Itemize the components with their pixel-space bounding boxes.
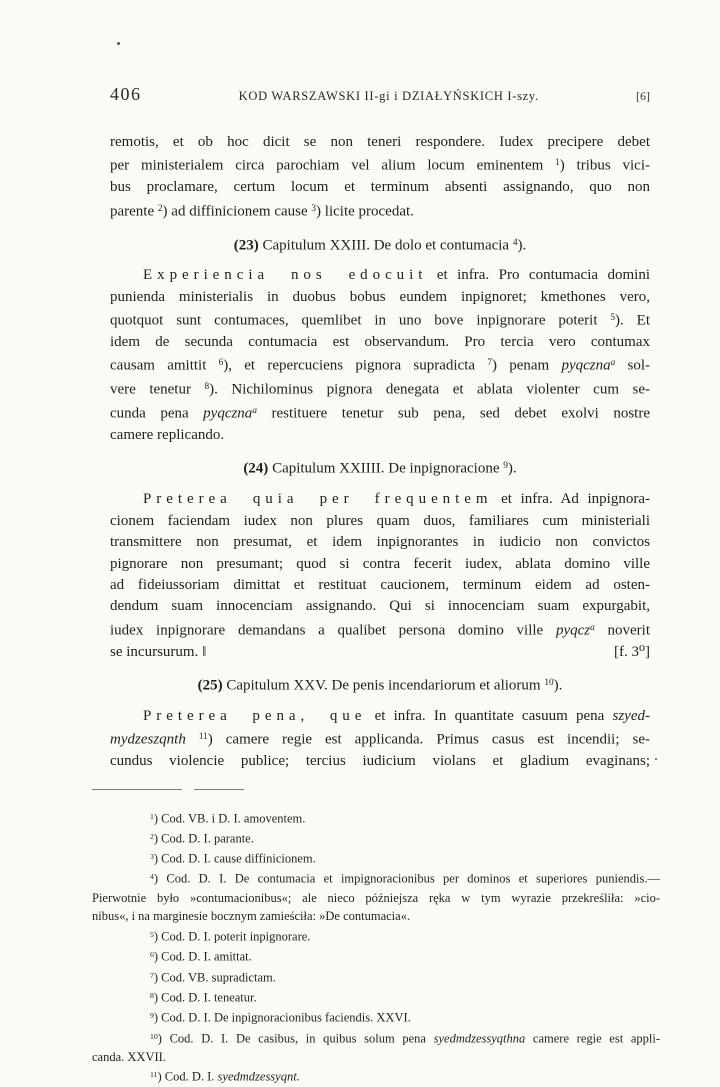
chapter-heading-23 [110,233,650,257]
text-segment: (23) [233,236,259,253]
footnote-ref: 5 [150,929,154,939]
text-segment: ) ad diffinicionem cause [162,203,312,220]
text-segment: ) Cod. D. I. parante. [153,831,254,846]
text-segment: ) Cod. D. I. De contumacia et impignoracionibus per dominos et superiores puniendis.— [153,872,660,887]
footnotes-section [92,808,660,1087]
text-segment: a [252,406,257,417]
text-segment: causam amittit [110,357,219,374]
footnote-ref: 3 [311,203,317,214]
text-segment: (24) [243,460,269,477]
text-segment: ) Cod. D. I. De casibus, in quibus solum pena [157,1031,434,1046]
text-line [92,1028,660,1048]
text-line [110,618,650,642]
text-segment: ) Cod. D. I. amittat. [153,950,252,965]
text-line [110,199,650,223]
text-segment: ad fideiussoriam dimittat et restituat caucionem, terminum eidem ad osten- [110,576,650,593]
text-line [92,967,660,987]
text-segment: camere replicando. [110,427,225,444]
text-line [92,828,660,848]
text-segment: Preterea quia per frequentem [143,491,493,508]
text-line [110,401,650,425]
text-line [110,177,650,198]
text-line [92,1007,660,1027]
text-line [92,946,660,966]
text-line [110,489,650,510]
text-segment: remotis, et ob hoc dicit se non teneri respondere. Iudex precipere debet [110,134,650,150]
text-segment: ) Cod. D. I. teneatur. [153,990,257,1005]
text-segment: ) Cod. VB. i D. I. amoventem. [153,811,306,826]
text-segment: dendum suam innocenciam assignando. Qui si innocenciam suam expurgabit, [110,598,650,615]
text-segment: ) licite procedat. [316,203,414,220]
footnote-ref: 10 [544,678,554,689]
text-line [92,889,660,908]
footnote-separator [92,789,244,790]
text-segment: quotquot sunt contumaces, quemlibet in uno bove inpignorare poterit [110,312,611,329]
footnote-ref: 7 [487,358,492,369]
text-line [110,727,650,751]
text-segment: camere regie est appli- [525,1031,660,1046]
text-line [110,532,650,553]
text-line [110,751,650,772]
text-line [110,132,650,153]
text-segment: noverit [594,622,650,639]
text-segment: ). [553,677,563,694]
text-line [110,511,650,532]
text-line [92,1066,660,1086]
text-segment: mydzeszqnth [110,731,186,748]
text-segment: et infra. Ad inpignora- [492,491,650,508]
footnote-ref: 2 [150,831,154,841]
text-line [110,265,650,286]
text-segment: vere tenetur [110,381,205,398]
text-segment: transmittere non presumat, et idem inpignorantes in iudicio non convictos [110,534,650,551]
header-folio-mark: [6] [636,89,650,103]
text-segment [186,732,199,748]
text-segment: ). [517,236,527,253]
text-segment: Capitulum XXIII. De dolo et contumacia [258,236,513,253]
footnote-ref: 1 [555,158,560,169]
text-line [92,926,660,946]
text-segment: (25) [197,677,223,694]
text-segment: ) Cod. D. I. [157,1070,218,1085]
text-segment: Capitulum XXV. De penis incendariorum et aliorum [222,677,545,694]
text-segment: et infra. Pro contumacia domini [427,267,650,284]
text-line [110,308,650,332]
text-segment: a [610,358,616,369]
running-title: KOD WARSZAWSKI II-gi i DZIAŁYŃSKICH I-szy. [238,89,539,103]
paragraph-experiencia [110,265,650,446]
text-segment: restituere tenetur sub pena, sed debet exolvi nostre [256,405,650,422]
text-segment: Preterea pena, que [143,707,367,724]
text-segment: ) penam [491,357,562,374]
text-segment: Pierwotnie było »contumacionibus«; ale nieco późniejsza ręka w tym wyrazie przekreśliła: »cio- [92,890,660,905]
text-segment: bus proclamare, certum locum et terminum absenti assignando, quo non [110,179,650,196]
text-line [110,575,650,596]
footnote-ref: 6 [218,358,224,369]
text-segment: ) Cod. VB. supradictam. [153,970,276,985]
chapter-heading-25 [110,673,650,697]
text-segment: pyqczna [203,405,253,422]
text-line [92,1048,660,1067]
text-segment: Experiencia nos edocuit [143,267,428,284]
paragraph-preterea-quia [110,489,650,663]
ink-speck [117,42,120,45]
text-segment: iudex inpignorare demandans a qualibet persona domino ville [110,622,556,639]
text-line [110,377,650,401]
footnote-ref: 5 [610,313,616,324]
text-segment: cundus violencie publice; tercius iudicium violans et gladium evaginans; [110,753,650,770]
text-line [110,554,650,575]
page-number: 406 [110,84,142,104]
text-segment: idem de secunda contumacia est observandum. Pro tercia vero contumax [110,334,650,351]
text-line [110,706,650,727]
footnote-ref: 4 [512,237,518,248]
chapter-heading-24 [110,456,650,480]
text-segment: Capitulum XXIIII. De inpignoracione [268,460,504,477]
footnote-ref: 2 [157,203,163,214]
text-segment: ) Cod. D. I. cause diffinicionem. [153,851,316,866]
text-segment: ). Et [615,312,650,329]
text-segment: per ministerialem circa parochiam vel alium locum eminentem [110,157,556,174]
footnote-ref: 7 [150,970,154,980]
footnote-ref: 11 [198,732,208,743]
footnote-ref: 1 [150,811,154,821]
footnote-ref: 6 [150,950,154,960]
text-segment: punienda ministerialis in duobus bobus eundem inpignoret; kmethones vero, [110,288,650,305]
text-line [92,907,660,926]
text-line [92,987,660,1007]
text-line [92,848,660,868]
page-header [110,84,650,105]
text-line [110,287,650,308]
text-segment: pignorare non presumant; quod si contra fecerit iudex, ablata domino ville [110,555,650,572]
text-line [110,353,650,377]
main-text [110,132,650,773]
footnote-ref: 10 [150,1031,158,1041]
text-segment: ) Cod. D. I. De inpignoracionibus faciendis. XXVI. [153,1010,411,1025]
text-segment: parente [110,203,158,220]
text-segment: ) camere regie est applicanda. Primus casus est incendii; se- [207,731,650,748]
footnote-ref: 11 [150,1070,158,1080]
text-segment: se incursurum. ‖ [110,643,207,660]
text-segment: ). [507,460,517,477]
footnote-ref: 8 [204,382,210,393]
text-line [110,425,650,446]
text-segment: pyqcz [555,622,591,639]
footnote-ref: 4 [150,872,154,882]
paragraph-preterea-pena [110,706,650,773]
text-segment: canda. XXVII. [92,1049,166,1064]
ink-speck [655,758,657,760]
text-segment: ). Nichilominus pignora denegata et ablata violenter cum se- [209,381,650,398]
text-segment: [f. 3⁰] [614,643,650,660]
paragraph-remotis [110,132,650,223]
text-segment: ), et repercuciens pignora supradicta [223,357,488,374]
text-line [110,596,650,617]
text-line [110,153,650,177]
text-line [92,808,660,828]
footnote-ref: 9 [150,1011,154,1021]
text-line [110,642,650,663]
text-segment: cunda pena [110,405,204,422]
text-segment: pyqczna [561,357,611,374]
text-segment: nibus«, i na marginesie bocznym zamieściła: »De contumacia«. [92,909,411,924]
footnote-ref: 8 [150,990,154,1000]
text-segment: cionem faciendam iudex non plures quam duos, familiares cum ministeriali [110,512,650,529]
text-segment: szyed- [612,707,650,724]
text-segment: a [590,622,595,633]
text-segment: ) tribus vici- [559,157,650,174]
text-line [110,332,650,353]
text-segment: syedmdzessyqnt. [217,1070,300,1085]
footnote-ref: 9 [503,461,508,472]
footnote-ref: 3 [150,852,154,862]
text-segment: sol- [615,357,650,374]
text-line [92,868,660,888]
text-segment: ) Cod. D. I. poterit inpignorare. [153,929,311,944]
text-segment: syedmdzessyqthna [433,1031,526,1046]
text-segment: et infra. In quantitate casuum pena [366,707,613,724]
